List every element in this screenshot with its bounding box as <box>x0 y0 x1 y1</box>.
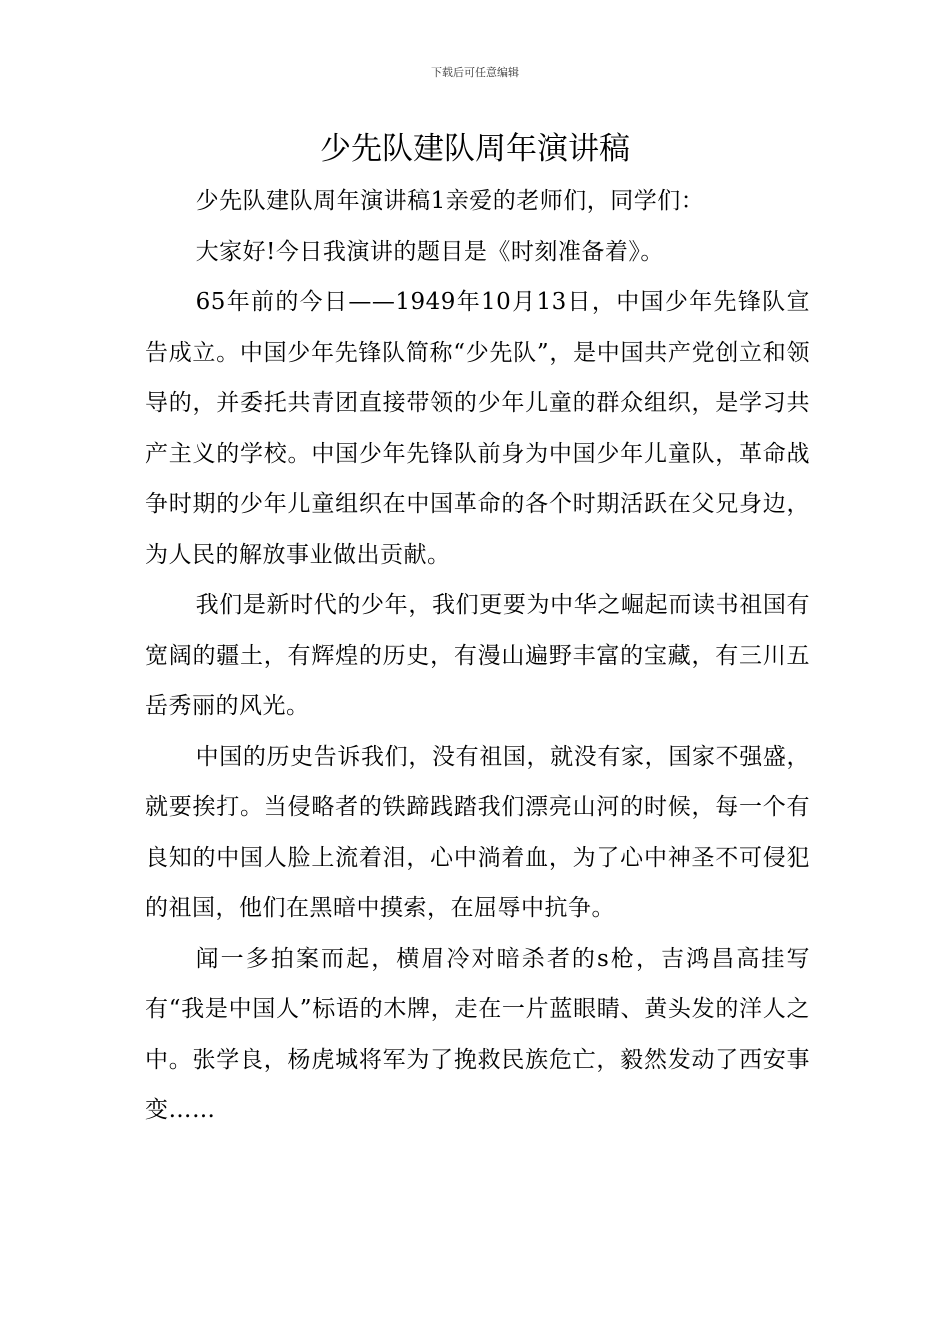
paragraph-greeting: 少先队建队周年演讲稿1亲爱的老师们，同学们： <box>195 188 705 214</box>
document-body <box>145 176 810 1136</box>
header-note: 下载后可任意编辑 <box>431 66 519 79</box>
paragraph-history: 65年前的今日——1949年10月13日，中国少年先锋队宣告成立。中国少年先锋队简称“少先队”，是中国共产党创立和领导的，并委托共青团直接带领的少年儿童的群众组织，是学习共产主义的学校。中国少年先锋队前身为中国少年儿童队，革命战争时期的少年儿童组织在中国革命的各个时期活跃在父兄身边，为人民的解放事业做出贡献。 <box>145 289 810 568</box>
document-title: 少先队建队周年演讲稿 <box>320 131 630 167</box>
paragraph-topic: 大家好!今日我演讲的题目是《时刻准备着》。 <box>195 238 664 265</box>
paragraph-motherland: 中国的历史告诉我们，没有祖国，就没有家，国家不强盛，就要挨打。当侵略者的铁蹄践踏我们漂亮山河的时候，每一个有良知的中国人脸上流着泪，心中淌着血，为了心中神圣不可侵犯的祖国，他们在黑暗中摸索，在屈辱中抗争。 <box>145 743 810 921</box>
paragraph-new-era: 我们是新时代的少年，我们更要为中华之崛起而读书祖国有宽阔的疆土，有辉煌的历史，有漫山遍野丰富的宝藏，有三川五岳秀丽的风光。 <box>145 592 810 719</box>
paragraph-heroes: 闻一多拍案而起，横眉冷对暗杀者的s枪，吉鸿昌高挂写有“我是中国人”标语的木牌，走在一片蓝眼睛、黄头发的洋人之中。张学良，杨虎城将军为了挽救民族危亡，毅然发动了西安事变…… <box>145 945 810 1123</box>
